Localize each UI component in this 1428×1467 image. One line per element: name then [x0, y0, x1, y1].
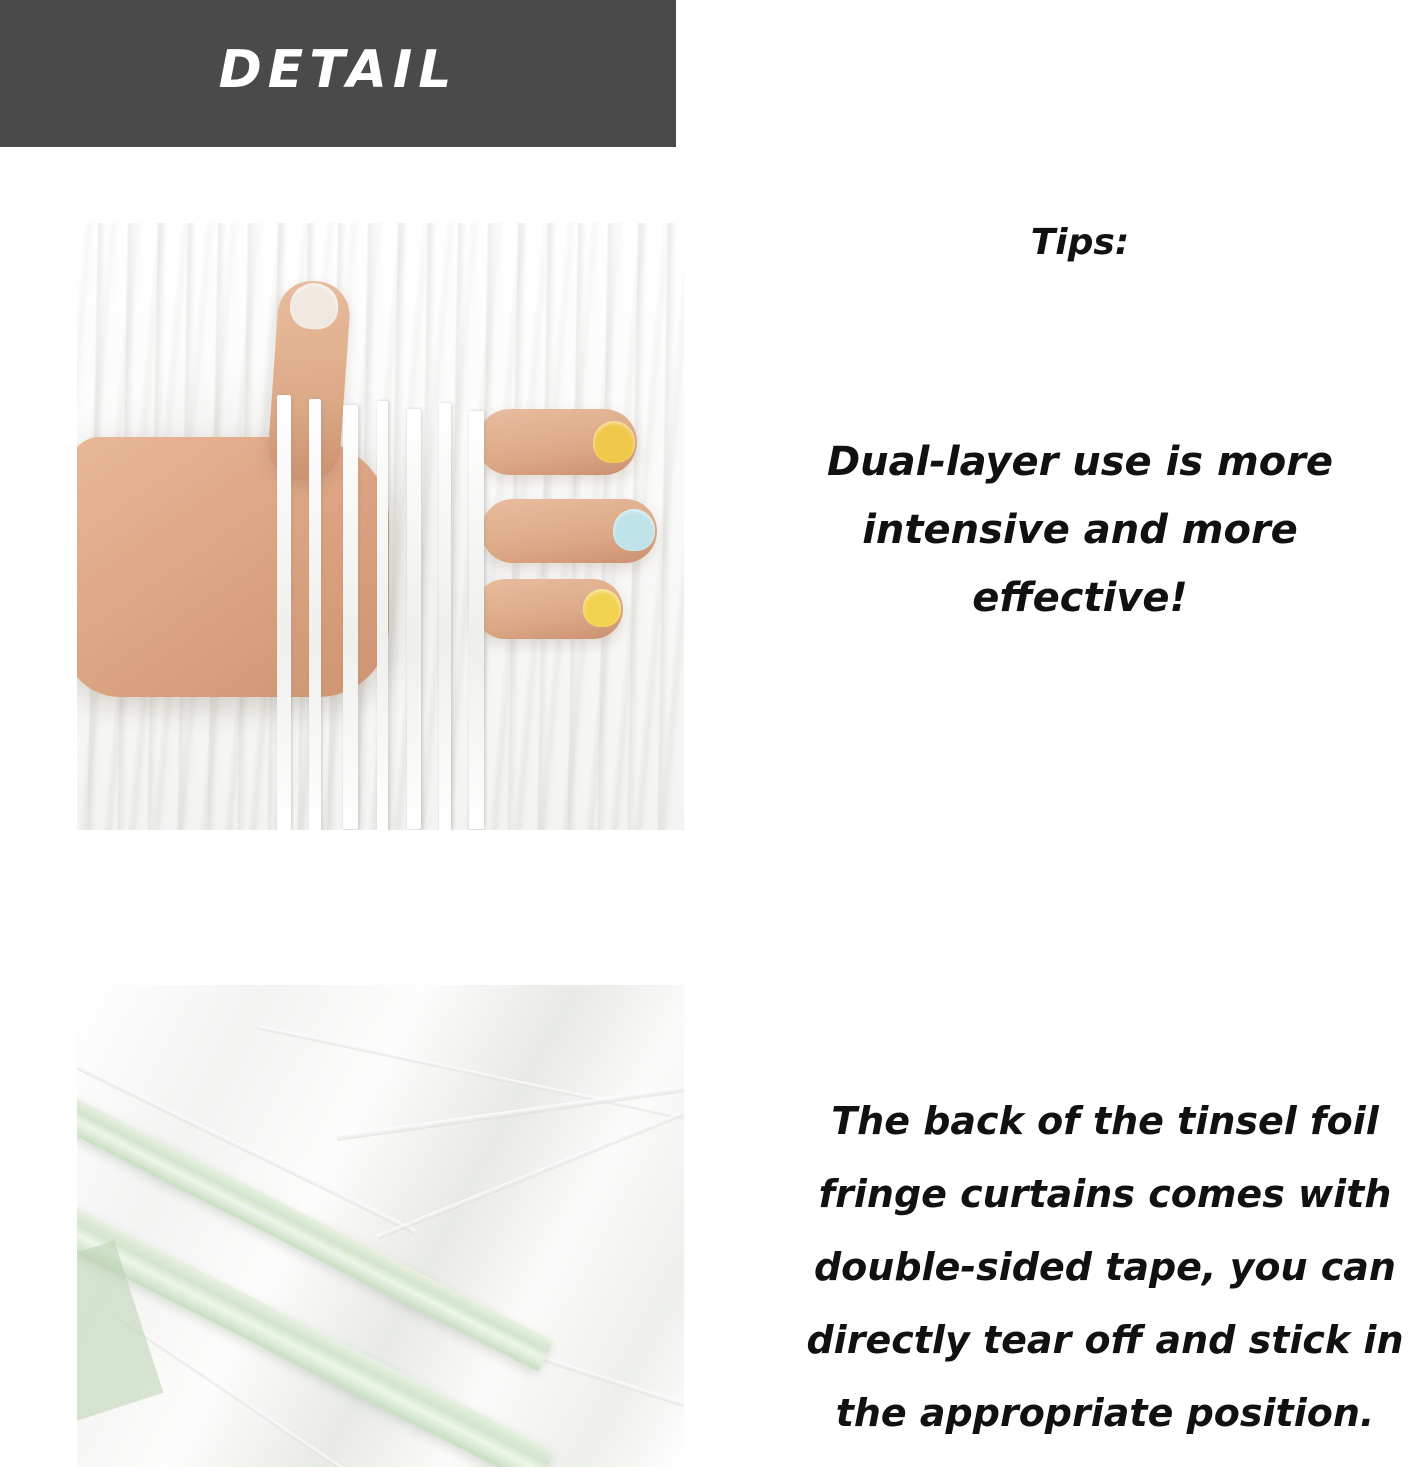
product-photo-tape-detail — [77, 985, 684, 1467]
tape-description-text: The back of the tinsel foil fringe curtains comes with double-sided tape, you can directly tear off and stick in the appropriate position. — [806, 1099, 1404, 1435]
page-title: DETAIL — [218, 39, 458, 100]
fringe-strip — [469, 411, 484, 829]
middle-finger — [477, 409, 637, 475]
fringe-strip — [439, 403, 451, 830]
fringe-strip — [343, 405, 358, 829]
fingernail-index — [289, 282, 340, 331]
product-photo-hand-fringe — [77, 223, 684, 830]
tips-label: Tips: — [1030, 222, 1130, 263]
fringe-strip — [377, 401, 388, 830]
tips-body-text: Dual-layer use is more intensive and more effective! — [826, 439, 1334, 621]
fringe-strip — [277, 395, 291, 830]
pinky-finger — [475, 579, 623, 639]
ring-finger — [481, 499, 657, 563]
fringe-strip — [407, 409, 421, 829]
fingernail-ring — [613, 509, 655, 551]
fingernail-pinky — [583, 589, 621, 627]
fringe-strip — [309, 399, 321, 830]
fingernail-middle — [593, 421, 635, 463]
